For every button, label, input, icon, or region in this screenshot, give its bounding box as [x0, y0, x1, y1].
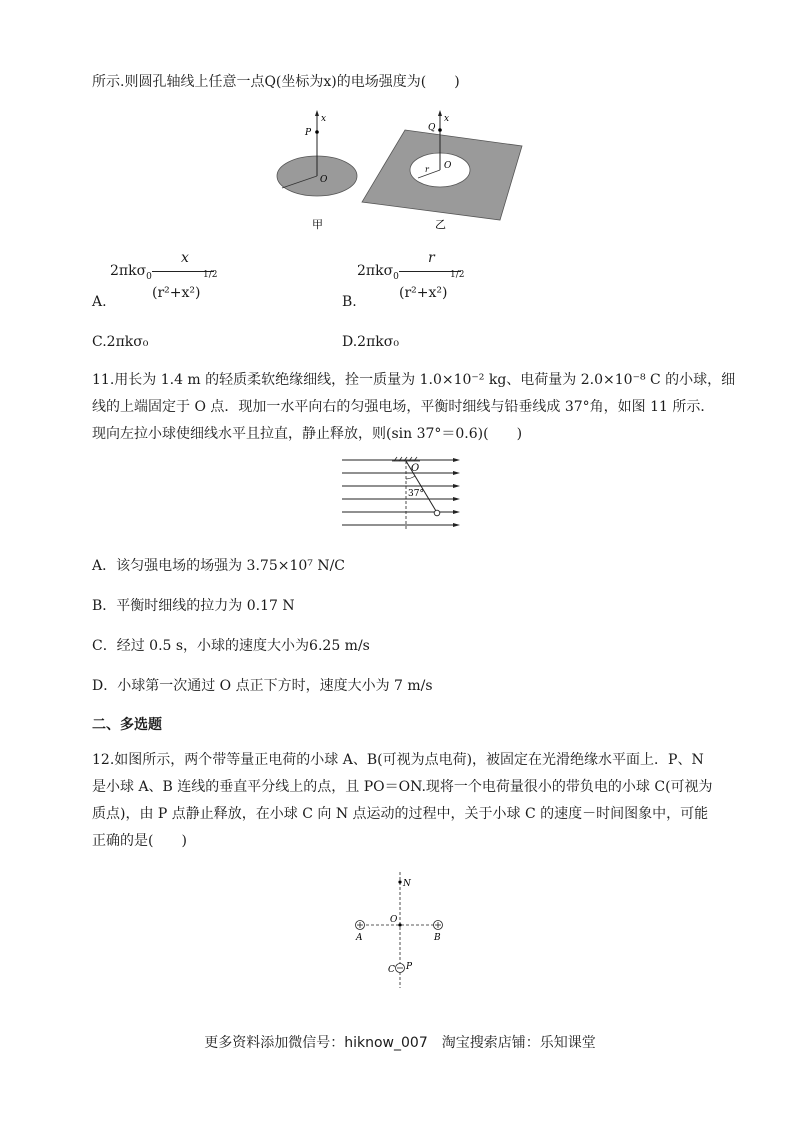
figure-11-pendulum-in-field [340, 455, 465, 530]
option-A-sub: 0 [146, 272, 152, 282]
option-A-exponent: 1/2 [203, 270, 218, 280]
point-P [315, 130, 319, 134]
ball [434, 510, 440, 516]
label-P: P [406, 962, 413, 972]
q12-line-2: 是小球 A、B 连线的垂直平分线上的点，且 PO＝ON.现将一个电荷量很小的带负电的小球 C(可视为 [92, 779, 713, 795]
x-axis-left-arrow [315, 110, 319, 116]
label-O-left: O [320, 175, 328, 185]
option-A-coef: 2πkσ [110, 263, 147, 279]
label-C: C [388, 965, 395, 975]
q11-option-C: C．经过 0.5 s，小球的速度大小为6.25 m/s [92, 638, 370, 654]
q12-line-1: 12.如图所示，两个带等量正电荷的小球 A、B(可视为点电荷)，被固定在光滑绝缘水平面上．P、N [92, 752, 704, 768]
option-B-exponent: 1/2 [450, 270, 465, 280]
label-x-left: x [321, 114, 327, 124]
q12-line-4: 正确的是( ) [92, 833, 187, 849]
label-O: O [390, 915, 398, 925]
label-A: A [356, 933, 363, 943]
option-A-denominator: (r²+x²) [152, 285, 201, 301]
label-O: O [411, 463, 420, 474]
charge-C [396, 964, 405, 973]
option-C: C.2πkσ₀ [92, 334, 149, 350]
option-A-letter: A. [92, 294, 107, 310]
q12-line-3: 质点)，由 P 点静止释放，在小球 C 向 N 点运动的过程中，关于小球 C 的速度－时间图象中，可能 [92, 806, 709, 822]
option-D: D.2πkσ₀ [342, 334, 399, 350]
charge-B [434, 921, 443, 930]
option-B-letter: B. [342, 294, 357, 310]
caption-yi: 乙 [435, 218, 446, 231]
label-angle: 37° [408, 489, 424, 499]
x-axis-right-arrow [438, 110, 442, 116]
figure-12-charges [350, 870, 450, 990]
figure-10-disk-and-plate [270, 108, 530, 233]
label-N: N [403, 879, 411, 889]
charge-A [356, 921, 365, 930]
caption-jia: 甲 [312, 218, 323, 231]
question-intro-line: 所示.则圆孔轴线上任意一点Q(坐标为x)的电场强度为( ) [92, 74, 460, 90]
point-Q [438, 128, 442, 132]
label-B: B [434, 933, 441, 943]
q11-line-2: 线的上端固定于 O 点．现加一水平向右的匀强电场，平衡时细线与铅垂线成 37°角，如图 11 所示． [92, 399, 715, 415]
label-O-right: O [444, 161, 452, 171]
option-B-coef: 2πkσ [357, 263, 394, 279]
q11-option-A: A．该匀强电场的场强为 3.75×10⁷ N/C [92, 558, 346, 574]
point-O [398, 923, 401, 926]
angle-arc [406, 476, 415, 479]
q11-option-D: D．小球第一次通过 O 点正下方时，速度大小为 7 m/s [92, 678, 433, 694]
label-P: P [305, 128, 312, 138]
footer-contact: 更多资料添加微信号：hiknow_007 淘宝搜索店铺：乐知课堂 [204, 1035, 596, 1051]
section-heading-multiple-choice: 二、多选题 [92, 717, 162, 733]
label-Q: Q [428, 123, 436, 133]
point-N [398, 880, 401, 883]
option-B-denominator: (r²+x²) [399, 285, 448, 301]
option-A-numerator: x [181, 250, 189, 266]
q11-line-1: 11.用长为 1.4 m 的轻质柔软绝缘细线，拴一质量为 1.0×10⁻² kg、电荷量为 2.0×10⁻⁸ C 的小球，细 [92, 372, 736, 388]
option-B-sub: 0 [393, 272, 399, 282]
field-arrowheads [453, 458, 460, 527]
q11-line-3: 现向左拉小球使细线水平且拉直，静止释放，则(sin 37°＝0.6)( ) [92, 426, 523, 442]
option-B-numerator: r [428, 250, 435, 266]
label-x-right: x [444, 114, 450, 124]
label-r: r [425, 165, 429, 174]
q11-option-B: B．平衡时细线的拉力为 0.17 N [92, 598, 295, 614]
